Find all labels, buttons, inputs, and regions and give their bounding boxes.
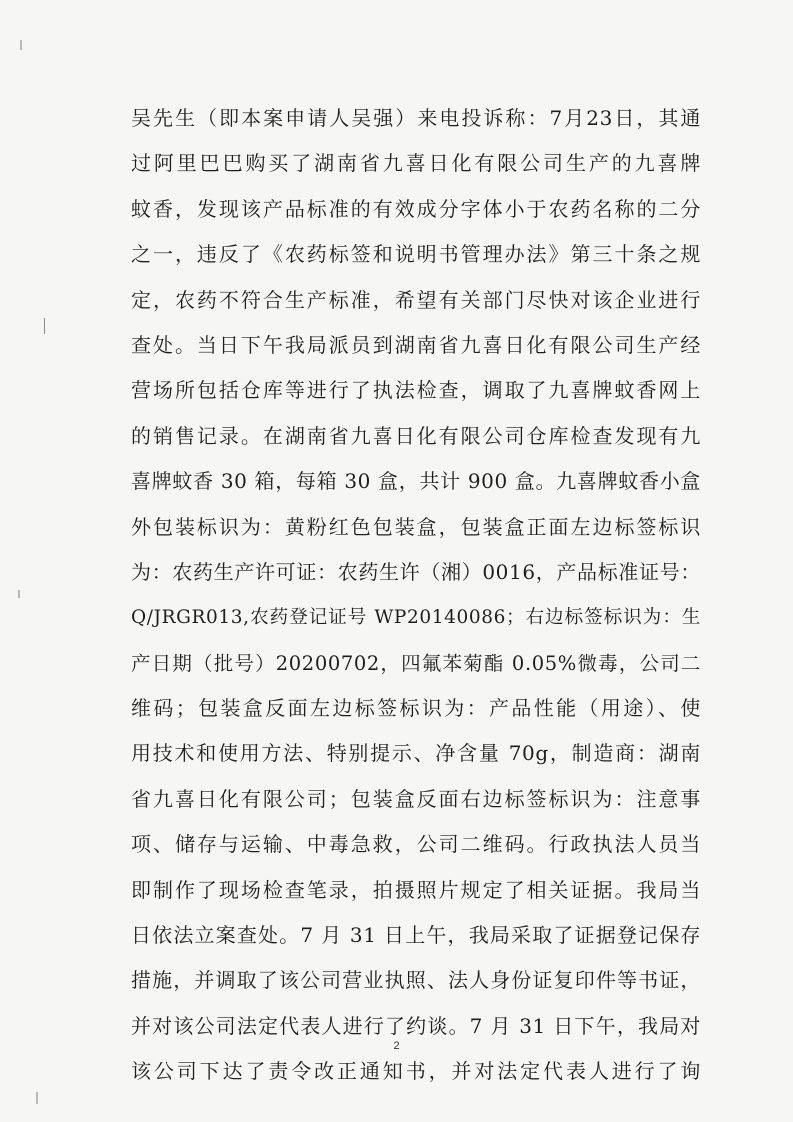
text-line: 之一，违反了《农药标签和说明书管理办法》第三十条之规 xyxy=(131,242,701,267)
body-text xyxy=(131,96,701,1095)
text-line: 的销售记录。在湖南省九喜日化有限公司仓库检查发现有九 xyxy=(131,423,701,448)
text-line: 即制作了现场检查笔录，拍摄照片规定了相关证据。我局当 xyxy=(131,877,701,902)
text-line: 过阿里巴巴购买了湖南省九喜日化有限公司生产的九喜牌 xyxy=(131,151,701,176)
page-number: 2 xyxy=(393,1040,400,1052)
scan-artifact xyxy=(44,318,45,334)
text-line: 外包装标识为：黄粉红色包装盒，包装盒正面左边标签标识 xyxy=(131,514,701,539)
text-line: 定，农药不符合生产标准，希望有关部门尽快对该企业进行 xyxy=(131,287,701,312)
text-line: 为：农药生产许可证：农药生许（湘）0016，产品标准证号： xyxy=(131,559,701,584)
scan-artifact xyxy=(20,40,22,50)
text-line: 措施，并调取了该公司营业执照、法人身份证复印件等书证， xyxy=(131,968,701,993)
text-line: Q/JRGR013,农药登记证号 WP20140086；右边标签标识为：生 xyxy=(131,607,701,629)
text-line: 并对该公司法定代表人进行了约谈。7 月 31 日下午，我局对 xyxy=(131,1013,701,1038)
text-line: 查处。当日下午我局派员到湖南省九喜日化有限公司生产经 xyxy=(131,332,701,357)
scan-artifact xyxy=(18,590,20,598)
text-line: 吴先生（即本案申请人吴强）来电投诉称：7月23日，其通 xyxy=(131,106,701,130)
text-line: 营场所包括仓库等进行了执法检查，调取了九喜牌蚊香网上 xyxy=(131,378,701,403)
text-line: 喜牌蚊香 30 箱，每箱 30 盒，共计 900 盒。九喜牌蚊香小盒 xyxy=(131,469,701,494)
text-line: 维码；包装盒反面左边标签标识为：产品性能（用途）、使 xyxy=(131,696,701,721)
text-line: 产日期（批号）20200702，四氟苯菊酯 0.05%微毒，公司二 xyxy=(131,651,701,675)
text-line: 该公司下达了责令改正通知书，并对法定代表人进行了询 xyxy=(131,1059,701,1084)
scan-artifact xyxy=(36,1092,38,1104)
text-line: 蚊香，发现该产品标准的有效成分字体小于农药名称的二分 xyxy=(131,196,701,221)
text-line: 用技术和使用方法、特别提示、净含量 70g，制造商：湖南 xyxy=(131,741,701,766)
text-line: 省九喜日化有限公司；包装盒反面右边标签标识为：注意事 xyxy=(131,786,701,811)
text-line: 日依法立案查处。7 月 31 日上午，我局采取了证据登记保存 xyxy=(131,923,701,948)
text-line: 项、储存与运输、中毒急救，公司二维码。行政执法人员当 xyxy=(131,832,701,857)
